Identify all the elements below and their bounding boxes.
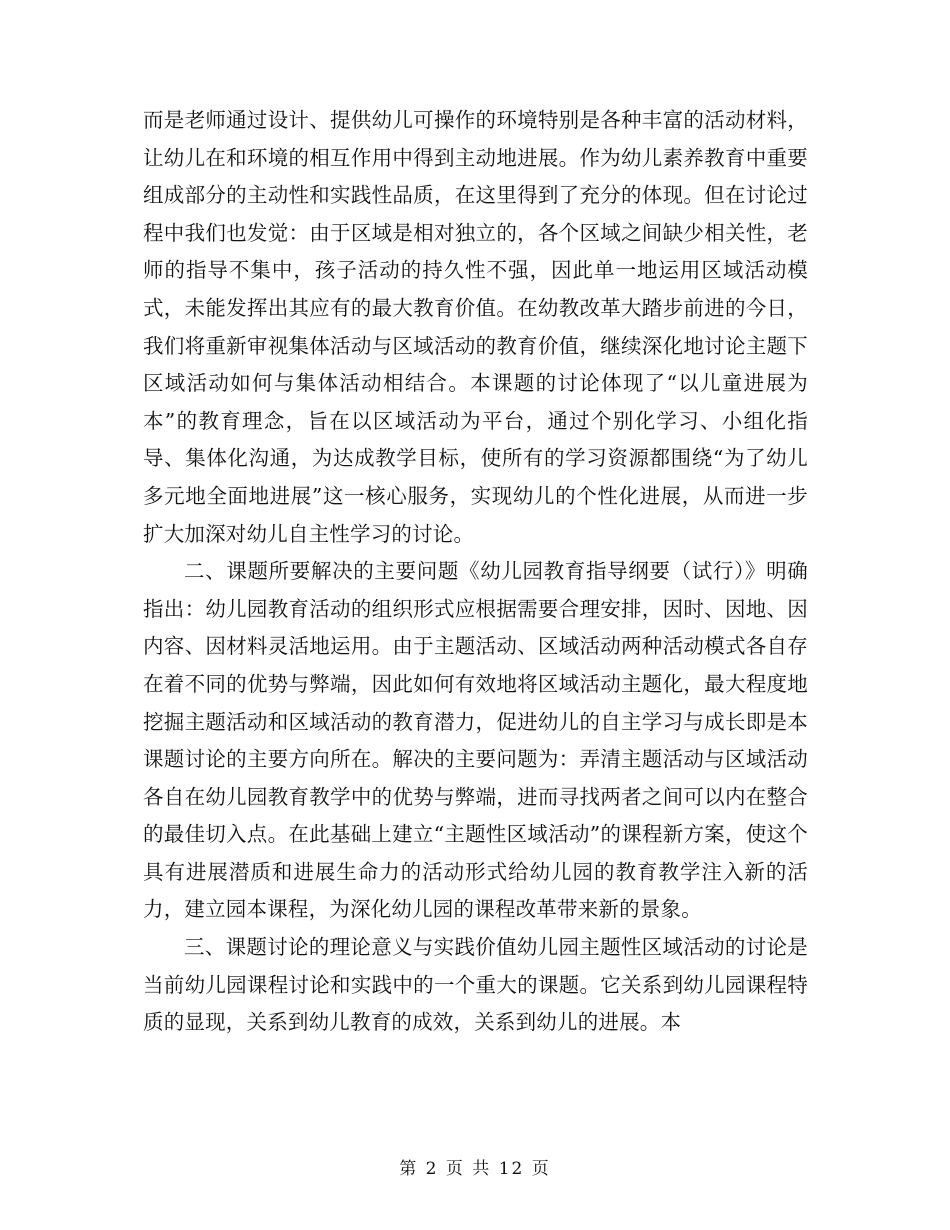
paragraph-section-two: 二、课题所要解决的主要问题《幼儿园教育指导纲要（试行）》明确指出：幼儿园教育活动的组织形式应根据需要合理安排，因时、因地、因内容、因材料灵活地运用。由于主题活动、区域活动两种活动模式各自存在着不同的优势与弊端，因此如何有效地将区域活动主题化，最大程度地挖掘主题活动和区域活动的教育潜力，促进幼儿的自主学习与成长即是本课题讨论的主要方向所在。解决的主要问题为：弄清主题活动与区域活动各自在幼儿园教育教学中的优势与弊端，进而寻找两者之间可以内在整合的最佳切入点。在此基础上建立“主题性区域活动”的课程新方案，使这个具有进展潜质和进展生命力的活动形式给幼儿园的教育教学注入新的活力，建立园本课程，为深化幼儿园的课程改革带来新的景象。 [143, 559, 808, 922]
page-number-footer: 第 2 页 共 12 页 [399, 1159, 551, 1179]
paragraph-continuation: 而是老师通过设计、提供幼儿可操作的环境特别是各种丰富的活动材料，让幼儿在和环境的相互作用中得到主动地进展。作为幼儿素养教育中重要组成部分的主动性和实践性品质，在这里得到了充分的体现。但在讨论过程中我们也发觉：由于区域是相对独立的，各个区域之间缺少相关性，老师的指导不集中，孩子活动的持久性不强，因此单一地运用区域活动模式，未能发挥出其应有的最大教育价值。在幼教改革大踏步前进的今日，我们将重新审视集体活动与区域活动的教育价值，继续深化地讨论主题下区域活动如何与集体活动相结合。本课题的讨论体现了“以儿童进展为本”的教育理念，旨在以区域活动为平台，通过个别化学习、小组化指导、集体化沟通，为达成教学目标，使所有的学习资源都围绕“为了幼儿多元地全面地进展”这一核心服务，实现幼儿的个性化进展，从而进一步扩大加深对幼儿自主性学习的讨论。 [143, 108, 808, 546]
document-body [143, 102, 808, 1042]
paragraph-section-three: 三、课题讨论的理论意义与实践价值幼儿园主题性区域活动的讨论是当前幼儿园课程讨论和实践中的一个重大的课题。它关系到幼儿园课程特质的显现，关系到幼儿教育的成效，关系到幼儿的进展。本 [143, 935, 808, 1035]
